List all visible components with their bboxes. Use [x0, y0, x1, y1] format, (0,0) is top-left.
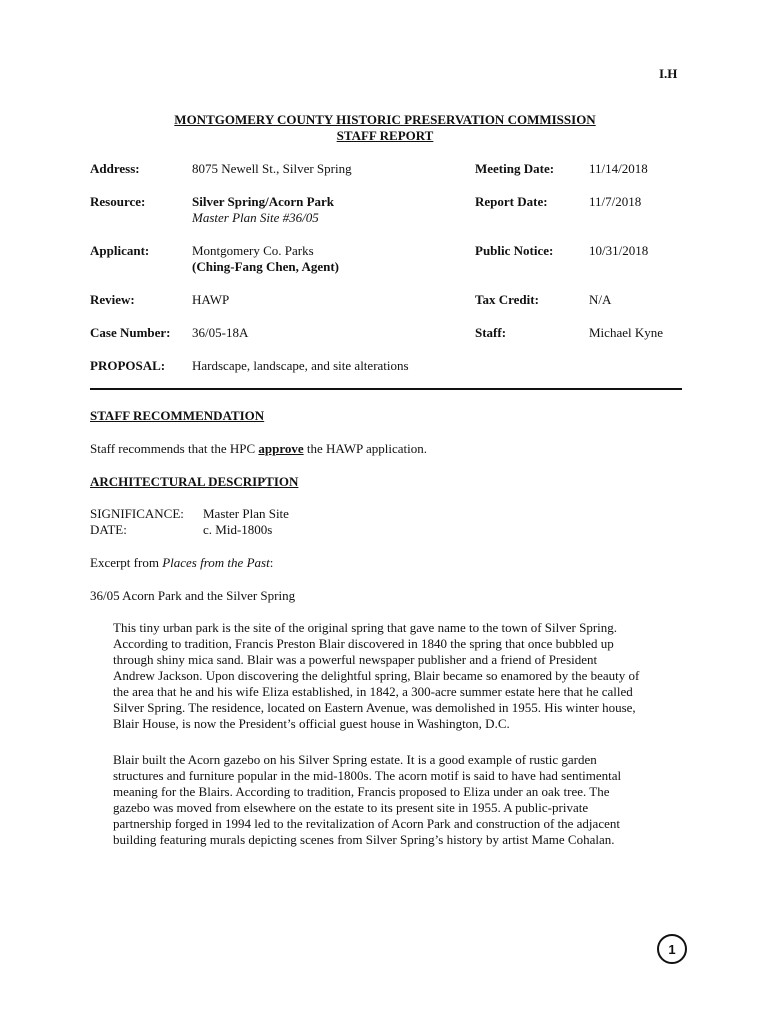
applicant-agent: (Ching-Fang Chen, Agent) — [192, 259, 339, 274]
excerpt-line — [90, 555, 273, 571]
paragraph-line: partnership forged in 1994 led to the revitalization of Acorn Park and construction of the adjacent — [113, 816, 620, 831]
paragraph-line: Blair built the Acorn gazebo on his Silver Spring estate. It is a good example of rustic garden — [113, 752, 597, 767]
architectural-description-heading: ARCHITECTURAL DESCRIPTION — [90, 474, 299, 489]
paragraph-line: Andrew Jackson. Upon discovering the delightful spring, Blair became so enamored by the beauty of — [113, 668, 640, 683]
agenda-item-number: I.H — [659, 66, 678, 81]
report-subtitle: STAFF REPORT — [336, 128, 434, 143]
excerpt-paragraph-1 — [113, 620, 685, 732]
tax-credit-value: N/A — [589, 292, 612, 307]
report-date-value: 11/7/2018 — [589, 194, 642, 209]
review-label: Review: — [90, 292, 135, 307]
paragraph-line: Silver Spring. The residence, located on Eastern Avenue, was demolished in 1955. His winter house, — [113, 700, 636, 715]
site-heading: 36/05 Acorn Park and the Silver Spring — [90, 588, 296, 603]
paragraph-line: building featuring murals depicting scenes from Silver Spring’s history by artist Mame Cohalan. — [113, 832, 615, 847]
paragraph-line: meaning for the Blairs. According to tradition, Francis proposed to Eliza under an oak tree. The — [113, 784, 610, 799]
proposal-label: PROPOSAL: — [90, 358, 166, 373]
address-label: Address: — [90, 161, 140, 176]
paragraph-line: Blair House, is now the President’s official guest house in Washington, D.C. — [113, 716, 510, 731]
staff-value: Michael Kyne — [589, 325, 664, 340]
page-number: 1 — [668, 941, 676, 957]
review-value: HAWP — [192, 292, 230, 307]
staff-recommendation-text — [90, 441, 427, 457]
proposal-value: Hardscape, landscape, and site alterations — [192, 358, 409, 373]
date-value: c. Mid-1800s — [203, 522, 273, 537]
significance-label: SIGNIFICANCE: — [90, 506, 184, 521]
resource-value: Silver Spring/Acorn Park — [192, 194, 335, 209]
applicant-value: Montgomery Co. Parks — [192, 243, 314, 258]
paragraph-line: gazebo was moved from elsewhere on the estate to its present site in 1955. A public-private — [113, 800, 589, 815]
resource-site-number: Master Plan Site #36/05 — [192, 210, 319, 225]
case-number-label: Case Number: — [90, 325, 171, 340]
section-divider — [90, 388, 682, 390]
case-number-value: 36/05-18A — [192, 325, 249, 340]
report-date-label: Report Date: — [475, 194, 548, 209]
staff-recommendation-heading: STAFF RECOMMENDATION — [90, 408, 265, 423]
excerpt-paragraph-2 — [113, 752, 685, 848]
excerpt-source-title: Places from the Past — [162, 555, 270, 570]
excerpt-suffix: : — [269, 555, 274, 570]
paragraph-line: structures and furniture popular in the mid-1800s. The acorn motif is said to have had sentimental — [113, 768, 622, 783]
meeting-date-value: 11/14/2018 — [589, 161, 648, 176]
excerpt-prefix: Excerpt from — [90, 555, 163, 570]
recommendation-text-before: Staff recommends that the HPC — [90, 441, 259, 456]
paragraph-line: through shiny mica sand. Blair was a powerful newspaper publisher and a friend of President — [113, 652, 598, 667]
paragraph-line: This tiny urban park is the site of the original spring that gave name to the town of Silver Spring. — [113, 620, 618, 635]
public-notice-value: 10/31/2018 — [589, 243, 649, 258]
applicant-label: Applicant: — [90, 243, 150, 258]
paragraph-line: the area that he and his wife Eliza established, in 1842, a 300-acre summer estate here that he called — [113, 684, 633, 699]
paragraph-line: According to tradition, Francis Preston Blair discovered in 1840 the spring that once bubbled up — [113, 636, 614, 651]
recommendation-text-after: the HAWP application. — [303, 441, 428, 456]
resource-label: Resource: — [90, 194, 146, 209]
meeting-date-label: Meeting Date: — [475, 161, 555, 176]
page-number-badge — [657, 934, 687, 964]
tax-credit-label: Tax Credit: — [475, 292, 539, 307]
report-title: MONTGOMERY COUNTY HISTORIC PRESERVATION COMMISSION — [174, 112, 596, 127]
public-notice-label: Public Notice: — [475, 243, 554, 258]
significance-value: Master Plan Site — [203, 506, 289, 521]
address-value: 8075 Newell St., Silver Spring — [192, 161, 352, 176]
staff-label: Staff: — [475, 325, 507, 340]
date-label: DATE: — [90, 522, 127, 537]
recommendation-approve: approve — [258, 441, 304, 456]
